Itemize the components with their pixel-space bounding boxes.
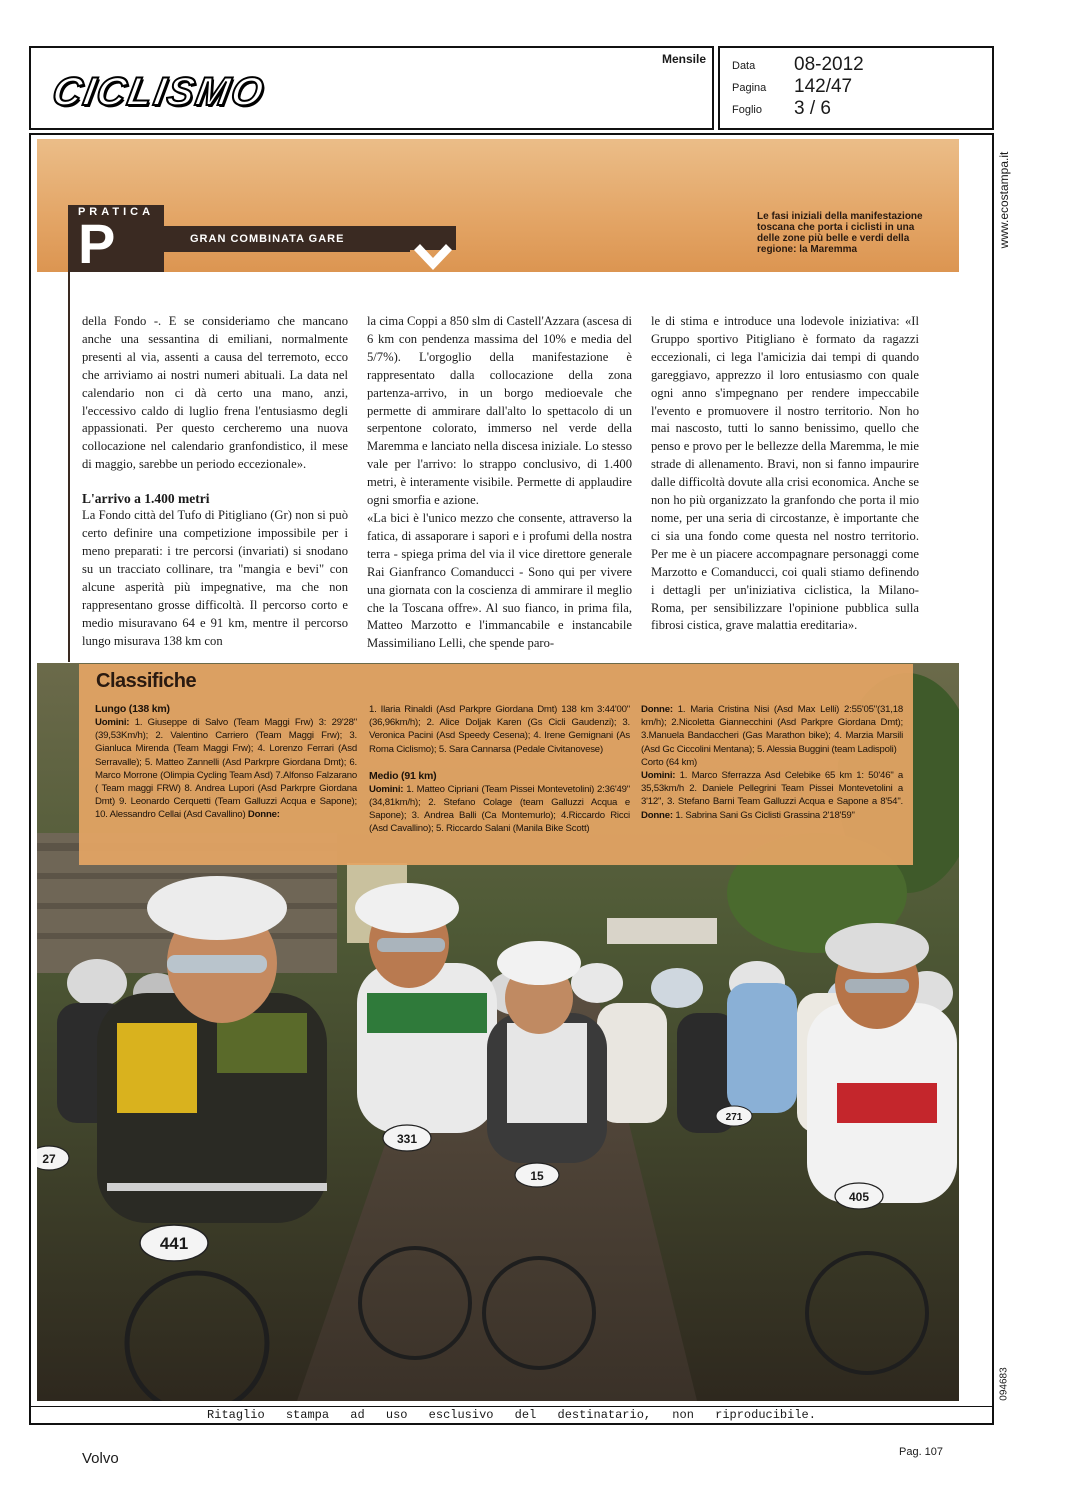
vertical-code (994, 1360, 1014, 1408)
results-category: Donne: (641, 704, 673, 715)
vertical-website (994, 145, 1014, 255)
results-text: 1. Maria Cristina Nisi (Asd Max Lelli) 2:55'05"(31,18 km/h); 2.Nicoletta Giannecchini (Asd Parkpre Giordana Dmt); 3.Manuela Bandaccheri (Gas Marathon bike); 4. Marzia Marsili (Asd Gc Ciccolini Mentana); 5. Alessia Buggini (team Ladispoli) (641, 704, 903, 755)
footer-client: Volvo (82, 1450, 119, 1467)
frequency-label: Mensile (661, 52, 706, 66)
results-category: Uomini: (641, 770, 676, 782)
magazine-logo: CICLISMO (49, 70, 269, 114)
article-paragraph: la cima Coppi a 850 slm di Castell'Azzara (ascesa di 6 km con pendenza massima del 10% e media del 5/7%). L'orgoglio della manifestazione è rappresentato dalla collocazione della zona partenza-arrivo, in un borgo medioevale che permette di ammirare dall'alto lo spettacolo di un serpentone colorato, immerso nel verde della Maremma e lanciato nella discesa iniziale. Lo stesso vale per l'arrivo: lo strappo conclusivo, di 1.400 metri, è interamente visibile. Permette di applaudire ogni smorfia e azione. (367, 314, 632, 508)
results-heading: Lungo (138 km) (95, 703, 170, 715)
article-column-3 (651, 313, 919, 635)
section-title: GRAN COMBINATA GARE (164, 226, 410, 252)
article-paragraph: della Fondo -. E se consideriamo che mancano anche una sessantina di emiliani, normalmente presenti al via, assenti a causa del terremoto, ecco che arriviamo ai nostri numeri abituali. La data nel calendario non ci dà certo una mano, anzi, l'eccessivo caldo di luglio frena l'entusiasmo degli appassionati. Per questo cercheremo una nuova collocazione nel calendario granfondistico, il mese di maggio, sarebbe un periodo eccezionale». (82, 314, 348, 472)
bib-number: 27 (42, 1152, 56, 1166)
publication-meta-box (718, 46, 994, 130)
article-column-2 (367, 313, 632, 653)
footer-page-number: Pag. 107 (899, 1446, 944, 1458)
chevron-down-icon (410, 226, 456, 272)
bib-number: 331 (396, 1132, 418, 1146)
article-paragraph: La Fondo città del Tufo di Pitigliano (Gr) non si può certo definire una competizione impossibile per i meno preparati: i tre percorsi (invariati) si snodano su un tracciato collinare, tra "mangia e bevi" con alcune asperità più impegnative, ma che non rappresentano grosse difficoltà. Il percorso corto e medio misuravano 64 e 91 km, mentre il percorso lungo misurava 138 km con (82, 508, 348, 648)
results-title: Classifiche (96, 670, 197, 692)
results-text: 1. Ilaria Rinaldi (Asd Parkpre Giordana Dmt) 138 km 3:44'00" (36,96km/h); 2. Alice Doljak Karen (Gs Cicli Gaudenzi); 3. Veronica Pacini (Asd Speedy Cesena); 4. Irene Gemignani (As Roma Ciclismo); 5. Sara Cannarsa (Pedale Civitanovese) (369, 704, 630, 755)
article-paragraph: «La bici è l'unico mezzo che consente, attraverso la fatica, di assaporare i sapori e i profumi della nostra terra - spiega prima del via il vice direttore generale Rai Gianfranco Comanducci - Sono qui per vivere una giornata con la coscienza di ammirare il meglio che la Toscana offre». Al suo fianco, in prima fila, Matteo Marzotto e l'immancabile e instancabile Massimiliano Lelli, che spende paro- (367, 510, 632, 651)
section-letter: P (78, 212, 116, 275)
vertical-code-text: 094683 (998, 1367, 1010, 1401)
results-text: 1. Giuseppe di Salvo (Team Maggi Frw) 3: 29'28" (39,53Km/h); 2. Valentino Carriero (Team Maggi Frw); 3. Gianluca Mirenda (Team Maggi Frw); 4. Lorenzo Ferrari (Asd Serravalle); 5. Matteo Zannelli (Asd Parkrpre Giordana Dmt); 6. Marco Morrone (Olimpia Cycling Team Asd) 7.Alfonso Falzarano ( Team maggi FRW) 8. Andrea Lupori (Asd Parkrpre Giordana Dmt) 9. Leonardo Cerquetti (Team Galluzzi Acqua e Sapone); 10. Alessandro Cellai (Asd Cavallino) (95, 717, 357, 821)
masthead-box (29, 46, 714, 130)
meta-value: 3 / 6 (794, 98, 831, 119)
meta-label: Pagina (732, 82, 767, 94)
meta-label: Data (732, 60, 756, 72)
results-subheading: Corto (64 km) (641, 756, 698, 768)
results-category: Uomini: (95, 717, 130, 728)
vertical-website-text: www.ecostampa.it (997, 151, 1011, 249)
photo-caption: Le fasi iniziali della manifestazione toscana che porta i ciclisti in una delle zone più belle e verdi della regione: la Maremma (757, 211, 923, 255)
bib-number: 15 (530, 1169, 544, 1183)
results-category: Uomini: (369, 783, 404, 795)
results-column-2 (369, 703, 630, 836)
section-label: PRATICA (68, 205, 164, 220)
section-rule (68, 272, 70, 662)
bib-number: 441 (159, 1234, 189, 1253)
article-paragraph: le di stima e introduce una lodevole iniziativa: «Il Gruppo sportivo Pitigliano è formato da ragazzi eccezionali, ci lega l'amicizia dai tempi di quando gareggiavo, apprezzo il loro entusiasmo con quale ogni anno s'impegnano per rendere impeccabile l'evento e promuovere il nostro territorio. Non ho mai nascosto, tutti lo sanno benissimo, quello che penso e provo per le bellezze della Maremma, le mie strade di allenamento. Bravi, non si fanno impaurire dalle difficoltà dovute alla crisi economica. Anche se non ho più organizzato la granfondo che porta il mio nome, per una seria di circostanze, è importante che ci sia una fondo come questa nel nostro territorio. Per me è un piacere accompagnare personaggi come Marzotto e Comanducci, coi quali stiamo definendo i dettagli per un'iniziativa ciclistica, la Milano-Roma, per sensibilizzare l'opinione pubblica sulla fibrosi cistica, grave malattia ereditaria». (651, 314, 919, 633)
meta-label: Foglio (732, 104, 762, 116)
meta-value: 08-2012 (794, 54, 864, 75)
copyright-notice: Ritaglio stampa ad uso esclusivo del destinatario, non riproducibile. (31, 1406, 992, 1423)
results-text: 1. Marco Sferrazza Asd Celebike 65 km 1: 50'46" a 35,53km/h 2. Daniele Pellegrini Team Pissei Montevetolini a 3'12", 3. Stefano Barni Team Galluzzi Acqua e Sapone a 8'54". (641, 770, 903, 808)
article-subheading: L'arrivo a 1.400 metri (82, 491, 210, 507)
meta-value: 142/47 (794, 76, 853, 97)
bib-number: 405 (848, 1190, 870, 1204)
article-column-1 (82, 313, 348, 650)
bib-number: 271 (725, 1112, 743, 1123)
results-text: 1. Matteo Cipriani (Team Pissei Montevetolini) 2:36'49" (34,81km/h); 2. Stefano Colage (team Galluzzi Acqua e Sapone); 3. Andrea Balli (Ca Montemurlo); 4.Riccardo Ricci (Asd Cavallino); 5. Riccardo Salani (Manila Bike Scott) (369, 783, 630, 835)
results-category: Donne: (641, 809, 673, 821)
results-column-3 (641, 703, 903, 822)
results-category: Donne: (247, 809, 280, 821)
results-heading: Medio (91 km) (369, 769, 437, 782)
results-column-1 (95, 703, 357, 822)
results-text: 1. Sabrina Sani Gs Ciclisti Grassina 2'18'59" (675, 809, 855, 821)
